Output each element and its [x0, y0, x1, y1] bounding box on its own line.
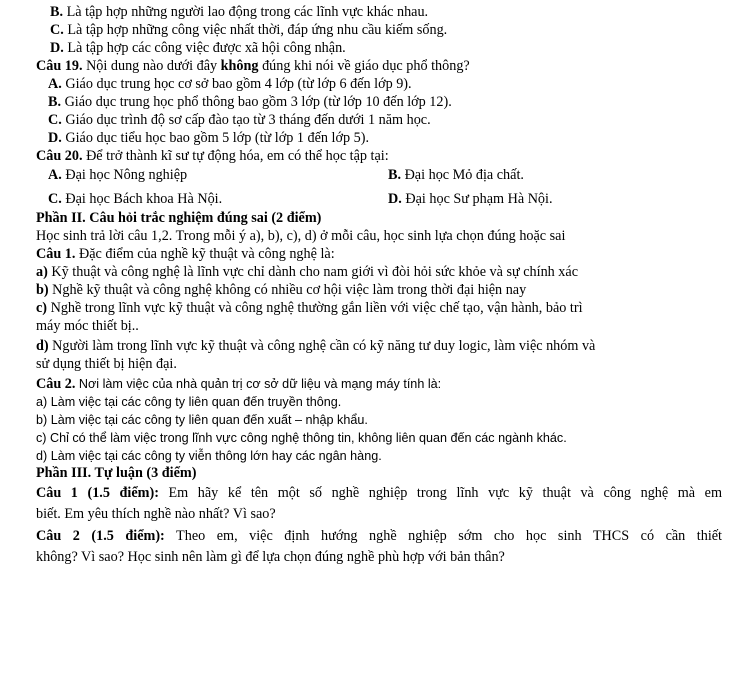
option-text: Đại học Nông nghiệp — [61, 167, 188, 183]
option-letter: B. — [48, 94, 62, 110]
question-label: Câu 2 (1.5 điểm): — [36, 528, 165, 544]
q20-option-d — [388, 191, 553, 209]
item-text: Kỹ thuật và công nghệ là lĩnh vực chỉ dành cho nam giới vì đòi hỏi sức khỏe và sự chính xác — [47, 264, 578, 280]
part2-q1-item-a — [36, 264, 578, 282]
option-text: Giáo dục trung học phổ thông bao gồm 3 lớp (từ lớp 10 đến lớp 12). — [61, 94, 452, 110]
item-text: Nghề kỹ thuật và công nghệ không có nhiều cơ hội việc làm trong thời đại hiện nay — [48, 282, 527, 298]
item-text: Người làm trong lĩnh vực kỹ thuật và công nghệ cần có kỹ năng tư duy logic, làm việc nhóm và — [48, 338, 596, 354]
part2-q1-item-c — [36, 300, 583, 318]
part2-q2-item-a: a) Làm việc tại các công ty liên quan đến truyền thông. — [36, 395, 342, 409]
q19-option-b — [48, 94, 452, 112]
part2-q2-stem — [36, 376, 441, 394]
question-label: Câu 19. — [36, 58, 83, 74]
option-text: Là tập hợp những công việc nhất thời, đáp ứng nhu cầu kiếm sống. — [63, 22, 448, 38]
question-text: Nơi làm việc của nhà quản trị cơ sở dữ liệu và mạng máy tính là: — [75, 377, 442, 391]
part2-q2-item-c: c) Chỉ có thể làm việc trong lĩnh vực công nghệ thông tin, không liên quan đến các ngành khác. — [36, 431, 567, 445]
option-letter: C. — [50, 22, 64, 38]
q20-option-b — [388, 167, 524, 185]
option-letter: B. — [388, 167, 402, 183]
option-letter: C. — [48, 191, 62, 207]
q19-option-d — [48, 130, 369, 148]
q20-option-c — [48, 191, 222, 209]
part2-q1-item-d — [36, 338, 595, 356]
question-label: Câu 1 (1.5 điểm): — [36, 485, 159, 501]
part2-q2-item-b: b) Làm việc tại các công ty liên quan đến xuất – nhập khẩu. — [36, 413, 368, 427]
item-label: a) — [36, 264, 48, 280]
question-label: Câu 1. — [36, 246, 76, 262]
question-text: Để trở thành kĩ sư tự động hóa, em có thể học tập tại: — [82, 148, 389, 164]
q18-option-d — [50, 40, 346, 58]
option-text: Là tập hợp những người lao động trong các lĩnh vực khác nhau. — [63, 4, 429, 20]
part2-q1-item-c-cont: máy móc thiết bị.. — [36, 318, 139, 334]
part3-q1-line2: biết. Em yêu thích nghề nào nhất? Vì sao? — [36, 506, 276, 522]
part2-title: Phần II. Câu hỏi trắc nghiệm đúng sai (2 điểm) — [36, 210, 322, 226]
option-text: Đại học Mỏ địa chất. — [401, 167, 524, 183]
q18-option-c — [50, 22, 447, 40]
part2-q1-item-d-cont: sử dụng thiết bị hiện đại. — [36, 356, 177, 372]
question-text: Em hãy kể tên một số nghề nghiệp trong lĩnh vực kỹ thuật và công nghệ mà em — [158, 485, 722, 501]
question-text: Theo em, việc định hướng nghề nghiệp sớm cho học sinh THCS có cần thiết — [164, 528, 722, 544]
part2-q1-stem — [36, 246, 335, 264]
q20-stem — [36, 148, 389, 166]
q20-option-a — [48, 167, 187, 185]
q18-option-b — [50, 4, 428, 22]
item-label: c) — [36, 300, 48, 316]
part3-q1-line1 — [36, 485, 722, 503]
part2-q2-item-d: d) Làm việc tại các công ty viễn thông lớn hay các ngân hàng. — [36, 449, 382, 463]
option-text: Đại học Sư phạm Hà Nội. — [401, 191, 553, 207]
option-text: Đại học Bách khoa Hà Nội. — [61, 191, 223, 207]
option-letter: C. — [48, 112, 62, 128]
option-text: Giáo dục tiểu học bao gồm 5 lớp (từ lớp 1 đến lớp 5). — [61, 130, 369, 146]
option-text: Giáo dục trung học cơ sở bao gồm 4 lớp (từ lớp 6 đến lớp 9). — [61, 76, 412, 92]
option-letter: D. — [388, 191, 402, 207]
part3-q2-line1 — [36, 528, 722, 546]
option-letter: A. — [48, 167, 62, 183]
part2-q1-item-b — [36, 282, 526, 300]
question-label: Câu 20. — [36, 148, 83, 164]
option-text: Là tập hợp các công việc được xã hội công nhận. — [63, 40, 346, 56]
question-label: Câu 2. — [36, 376, 76, 392]
option-letter: D. — [48, 130, 62, 146]
part2-instruction: Học sinh trả lời câu 1,2. Trong mỗi ý a), b), c), d) ở mỗi câu, học sinh lựa chọn đúng hoặc sai — [36, 228, 566, 244]
item-label: b) — [36, 282, 49, 298]
q19-option-c — [48, 112, 431, 130]
q19-option-a — [48, 76, 412, 94]
option-letter: A. — [48, 76, 62, 92]
option-letter: B. — [50, 4, 64, 20]
question-text: đúng khi nói về giáo dục phổ thông? — [258, 58, 470, 74]
question-text: Đặc điểm của nghề kỹ thuật và công nghệ là: — [75, 246, 335, 262]
option-text: Giáo dục trình độ sơ cấp đào tạo từ 3 tháng đến dưới 1 năm học. — [61, 112, 431, 128]
part3-title: Phần III. Tự luận (3 điểm) — [36, 465, 197, 481]
option-letter: D. — [50, 40, 64, 56]
question-emphasis: không — [220, 58, 259, 74]
question-text: Nội dung nào dưới đây — [82, 58, 221, 74]
item-label: d) — [36, 338, 49, 354]
item-text: Nghề trong lĩnh vực kỹ thuật và công nghệ thường gắn liền với việc chế tạo, vận hành, bảo trì — [47, 300, 583, 316]
part3-q2-line2: không? Vì sao? Học sinh nên làm gì để lựa chọn đúng nghề phù hợp với bản thân? — [36, 549, 505, 565]
q19-stem — [36, 58, 470, 76]
